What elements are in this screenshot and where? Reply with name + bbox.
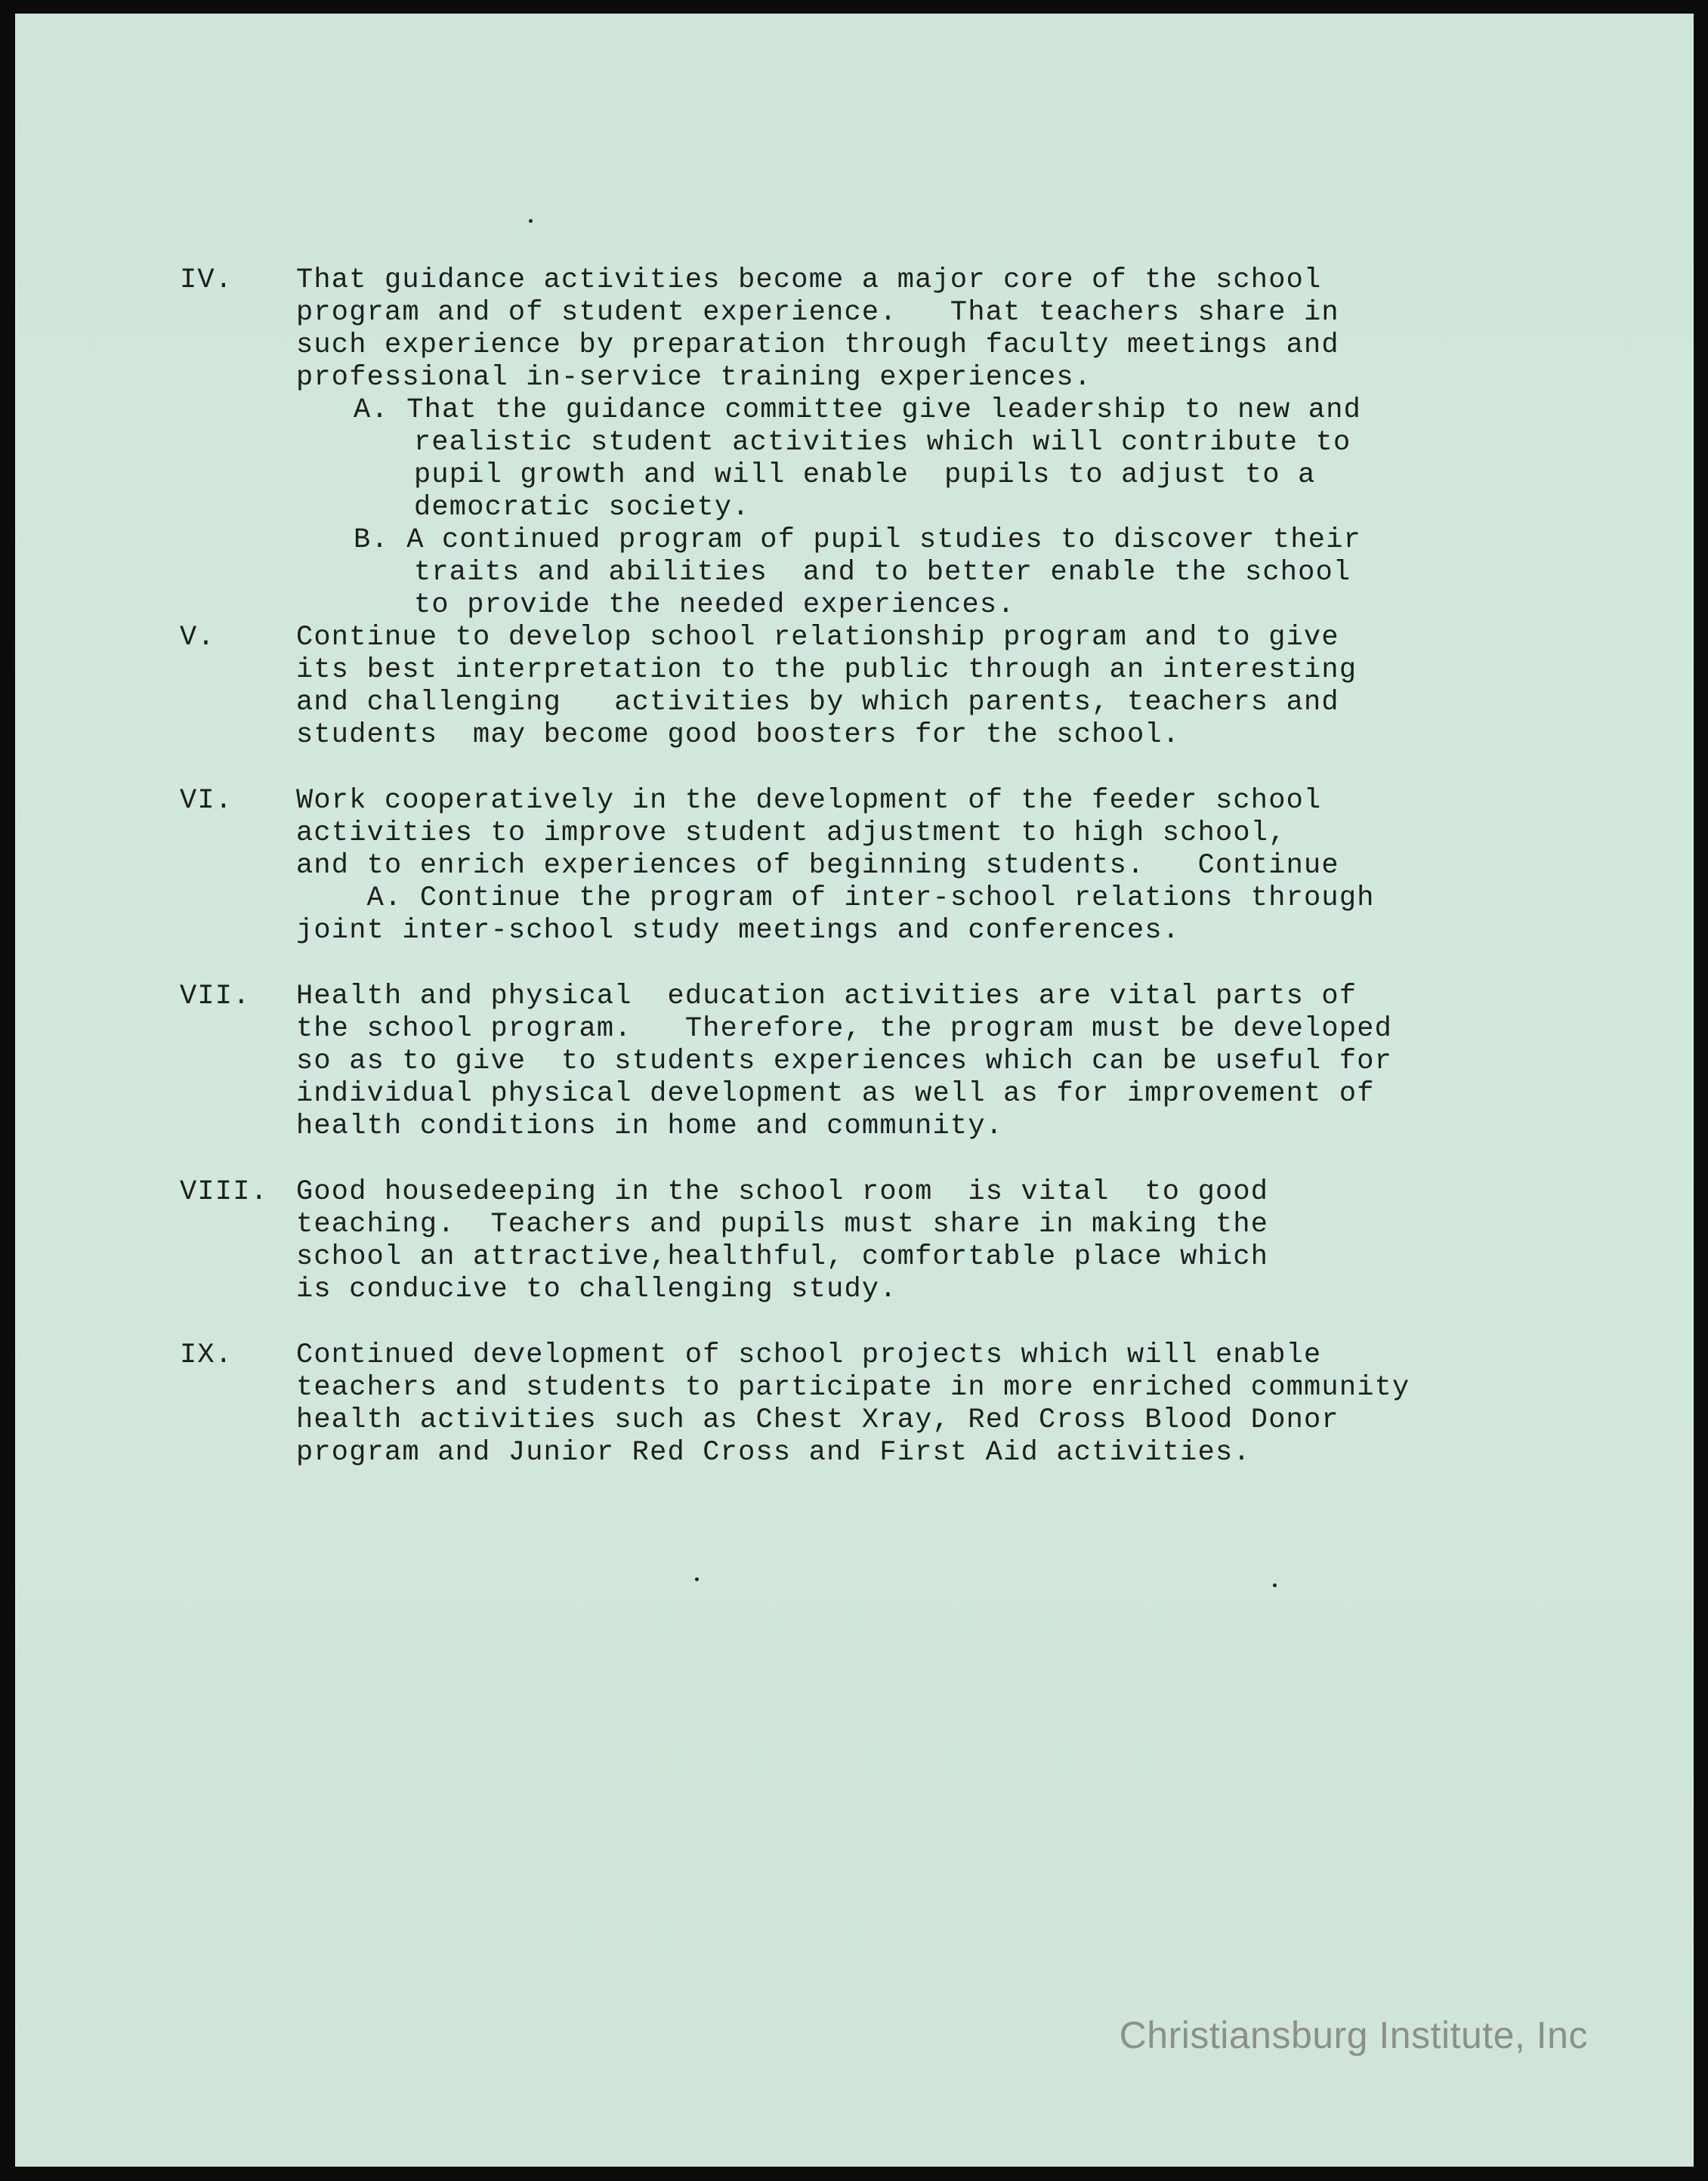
paper-speck: [529, 219, 533, 223]
item-line: Work cooperatively in the development of the feeder school: [296, 785, 1322, 817]
item-number: V.: [180, 622, 215, 653]
item-line: health conditions in home and community.: [296, 1111, 1004, 1142]
item-number: VII.: [180, 981, 251, 1012]
item-line: its best interpretation to the public through an interesting: [296, 654, 1357, 686]
watermark: Christiansburg Institute, Inc: [1119, 2014, 1588, 2056]
item-line: such experience by preparation through faculty meetings and: [296, 329, 1339, 361]
item-line: Good housedeeping in the school room is vital to good: [296, 1176, 1269, 1208]
item-line: program and Junior Red Cross and First Aid activities.: [296, 1437, 1251, 1469]
item-line: activities to improve student adjustment to high school,: [296, 817, 1286, 849]
item-line: That guidance activities become a major core of the school: [296, 264, 1322, 296]
item-line: Continue to develop school relationship program and to give: [296, 622, 1339, 653]
subitem-line: realistic student activities which will contribute to: [414, 427, 1351, 459]
item-line: and challenging activities by which parents, teachers and: [296, 687, 1339, 718]
subitem-line: pupil growth and will enable pupils to adjust to a: [414, 459, 1316, 491]
item-number: VI.: [180, 785, 233, 817]
item-line: and to enrich experiences of beginning students. Continue: [296, 850, 1339, 882]
subitem-line: democratic society.: [414, 492, 750, 524]
subitem-line: B. A continued program of pupil studies to discover their: [354, 524, 1362, 556]
item-line: A. Continue the program of inter-school relations through: [296, 882, 1375, 914]
subitem-line: to provide the needed experiences.: [414, 589, 1015, 621]
item-line: individual physical development as well as for improvement of: [296, 1078, 1375, 1110]
item-line: program and of student experience. That teachers share in: [296, 297, 1339, 329]
item-number: VIII.: [180, 1176, 269, 1208]
item-line: teachers and students to participate in more enriched community: [296, 1372, 1410, 1404]
item-line: health activities such as Chest Xray, Red Cross Blood Donor: [296, 1404, 1339, 1436]
item-line: the school program. Therefore, the program must be developed: [296, 1013, 1393, 1045]
item-line: joint inter-school study meetings and conferences.: [296, 915, 1181, 947]
item-line: teaching. Teachers and pupils must share in making the: [296, 1209, 1269, 1240]
document-page: [15, 14, 1694, 2167]
subitem-line: traits and abilities and to better enable the school: [414, 557, 1351, 588]
paper-speck: [695, 1577, 699, 1581]
subitem-line: A. That the guidance committee give leadership to new and: [354, 394, 1362, 426]
item-line: so as to give to students experiences which can be useful for: [296, 1046, 1393, 1077]
item-number: IV.: [180, 264, 233, 296]
item-line: Health and physical education activities are vital parts of: [296, 981, 1357, 1012]
item-number: IX.: [180, 1339, 233, 1371]
item-line: Continued development of school projects which will enable: [296, 1339, 1322, 1371]
item-line: school an attractive,healthful, comfortable place which: [296, 1241, 1269, 1273]
paper-speck: [1273, 1583, 1277, 1587]
item-line: professional in-service training experiences.: [296, 362, 1092, 394]
item-line: is conducive to challenging study.: [296, 1274, 897, 1305]
item-line: students may become good boosters for the school.: [296, 719, 1181, 751]
